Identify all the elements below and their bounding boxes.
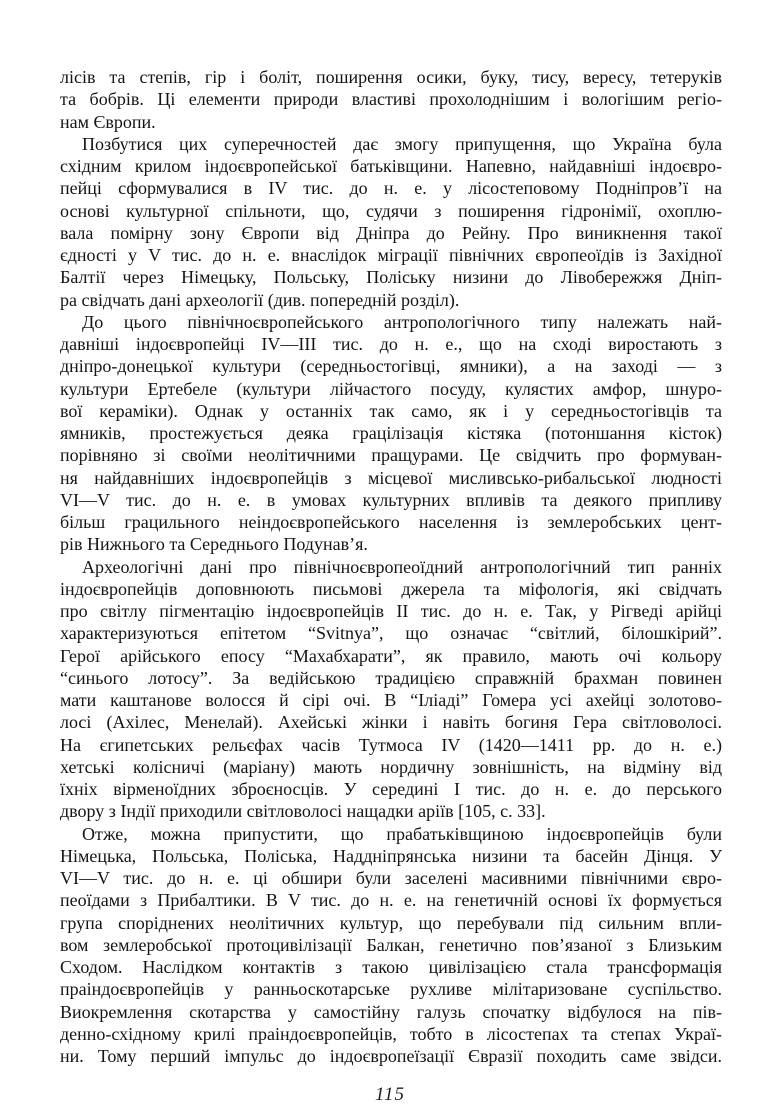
paragraph xyxy=(60,133,722,311)
text-line: Балтії через Німецьку, Польську, Поліську низини до Лівобережжя Дніп- xyxy=(60,267,722,288)
paragraph xyxy=(60,66,722,133)
text-line: про світлу пігментацію індоєвропейців II тис. до н. е. Так, у Рігведі арійці xyxy=(60,601,722,621)
text-line: рів Нижнього та Середнього Подунав’я. xyxy=(60,534,368,555)
text-line: ямників, простежується деяка грацілізація кістяка (потоншання кісток) xyxy=(60,423,722,443)
text-line: порівняно зі своїми неолітичними пращурами. Це свідчить про формуван- xyxy=(60,445,722,466)
text-line: ра свідчать дані археології (див. попередній розділ). xyxy=(60,289,460,310)
text-line: їхніх вірменоїдних зброєносців. У середині I тис. до н. е. до перського xyxy=(60,779,722,799)
text-line: Отже, можна припустити, що прабатьківщиною індоєвропейців були xyxy=(82,823,722,844)
text-line: мати каштанове волосся й сірі очі. В “Іліаді” Гомера усі ахейці золотово- xyxy=(60,690,722,710)
text-line: Сходом. Наслідком контактів з такою цивілізацією стала трансформація xyxy=(60,957,722,977)
text-line: ня найдавніших індоєвропейців з місцевої мисливсько-рибальської людності xyxy=(60,467,722,488)
text-line: пеоїдами з Прибалтики. В V тис. до н. е. на генетичній основі їх формується xyxy=(60,890,722,911)
text-line: група споріднених неолітичних культур, що перебували під сильним впли- xyxy=(60,912,722,933)
text-line: пейці сформувалися в IV тис. до н. е. у лісостеповому Подніпров’ї на xyxy=(60,178,722,199)
text-line: лісів та степів, гір і боліт, поширення осики, буку, тису, вересу, тетеруків xyxy=(60,67,722,87)
text-line: ни. Тому перший імпульс до індоєвропеїзації Євразії походить саме звідси. xyxy=(60,1046,722,1066)
body-text xyxy=(60,66,722,1067)
text-line: більш грацильного неіндоєвропейського населення із землеробських цент- xyxy=(60,512,722,532)
text-line: VI—V тис. до н. е. в умовах культурних впливів та деякого припливу xyxy=(60,489,722,510)
text-line: культури Ертебеле (культури лійчастого посуду, кулястих амфор, шнуро- xyxy=(60,378,722,399)
text-line: Виокремлення скотарства у самостійну галузь спочатку відбулося на пів- xyxy=(60,1001,722,1022)
page-number: 115 xyxy=(374,1084,406,1105)
text-line: східним крилом індоєвропейської батьківщини. Напевно, найдавніші індоєвро- xyxy=(60,156,722,176)
text-line: Герої арійського епосу “Махабхарати”, як правило, мають очі кольору xyxy=(60,645,722,666)
text-line: лосі (Ахілес, Менелай). Ахейські жінки і навіть богиня Гера світловолосі. xyxy=(60,712,722,733)
text-line: На єгипетських рельєфах часів Тутмоса IV (1420—1411 рр. до н. е.) xyxy=(60,734,722,755)
text-line: Німецька, Польська, Поліська, Наддніпрянська низини та басейн Дінця. У xyxy=(60,845,722,866)
text-line: дніпро-донецької культури (середньостогівці, ямники), а на заході — з xyxy=(60,356,722,377)
text-line: Позбутися цих суперечностей дає змогу припущення, що Україна була xyxy=(82,133,722,154)
paragraph xyxy=(60,823,722,1068)
text-line: вала помірну зону Європи від Дніпра до Рейну. Про виникнення такої xyxy=(60,222,722,243)
text-line: хетські колісничі (маріану) мають нордичну зовнішність, на відміну від xyxy=(60,756,722,777)
text-line: денно-східному крилі праіндоєвропейців, тобто в лісостепах та степах Украї- xyxy=(60,1023,722,1044)
text-line: основі культурної спільноти, що, судячи з поширення гідронімії, охоплю- xyxy=(60,200,722,221)
text-line: До цього північноєвропейського антропологічного типу належать най- xyxy=(82,311,722,332)
text-line: двору з Індії приходили світловолосі нащадки аріїв [105, с. 33]. xyxy=(60,801,546,822)
text-line: VI—V тис. до н. е. ці обшири були заселені масивними північними євро- xyxy=(60,868,722,888)
text-line: та бобрів. Ці елементи природи властиві прохолоднішим і вологішим регіо- xyxy=(60,89,722,110)
text-line: індоєвропейців доповнюють письмові джерела та міфологія, які свідчать xyxy=(60,578,722,599)
text-line: характеризуються епітетом “Svitnya”, що означає “світлий, білошкірий”. xyxy=(60,623,722,644)
text-line: Археологічні дані про північноєвропеоїдний антропологічний тип ранніх xyxy=(82,556,722,577)
text-line: вої кераміки). Однак у останніх так само, як і у середньостогівців та xyxy=(60,400,722,421)
paragraph xyxy=(60,311,722,556)
text-line: “синього лотосу”. За ведійською традицією справжній брахман повинен xyxy=(60,667,722,688)
text-line: єдності у V тис. до н. е. внаслідок міграції північних європеоїдів із Західної xyxy=(60,245,722,265)
text-line: нам Європи. xyxy=(60,111,156,132)
text-line: праіндоєвропейців у ранньоскотарське рухливе мілітаризоване суспільство. xyxy=(60,979,722,1000)
paragraph xyxy=(60,556,722,823)
text-line: вом землеробської протоцивілізації Балкан, генетично пов’язаної з Близьким xyxy=(60,934,722,955)
text-line: давніші індоєвропейці IV—III тис. до н. е., що на сході виростають з xyxy=(60,334,722,354)
